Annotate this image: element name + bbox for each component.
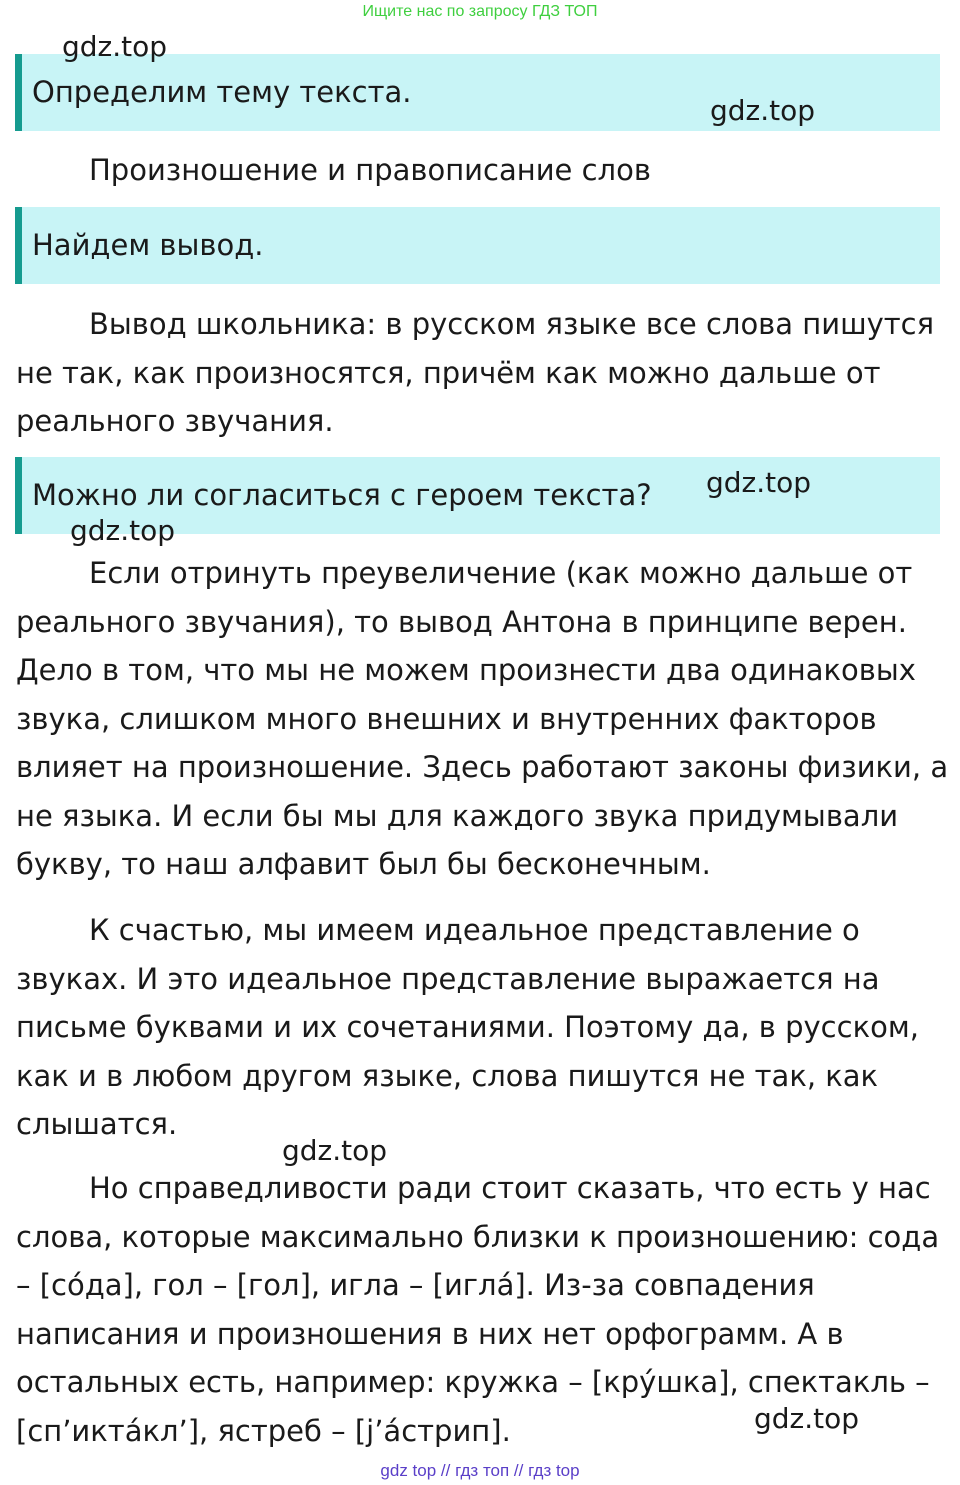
watermark: gdz.top	[754, 1402, 860, 1435]
conclusion-text: Вывод школьника: в русском языке все слова пишутся не так, как произносятся, причём как можно дальше от реального звучания.	[16, 307, 935, 438]
agree-heading: Можно ли согласиться с героем текста?	[32, 478, 652, 512]
watermark: gdz.top	[706, 466, 812, 499]
watermark: gdz.top	[710, 94, 816, 127]
topic-answer: Произношение и правописание слов	[89, 153, 651, 187]
topic-heading: Определим тему текста.	[32, 75, 412, 109]
watermark: gdz.top	[70, 514, 176, 547]
agree-paragraph-3: Но справедливости ради стоит сказать, что есть у нас слова, которые максимально близки к произношению: сода – [со́да], гол – [гол], игла – [игла́]. Из-за совпадения написания и произношения в них нет орфограмм. А в остальных есть, например: кружка – [кру́шка], спектакль – [сп’икта́кл’], ястреб – [j’а́стрип].	[16, 1171, 940, 1448]
agree-paragraph-1: Если отринуть преувеличение (как можно дальше от реального звучания), то вывод Антона в принципе верен. Дело в том, что мы не можем произнести два одинаковых звука, слишком много внешних и внутренних факторов влияет на произношение. Здесь работают законы физики, а не языка. И если бы мы для каждого звука придумывали букву, то наш алфавит был бы бесконечным.	[16, 556, 949, 881]
footer-links[interactable]: gdz top // гдз топ // гдз top	[380, 1461, 580, 1480]
watermark: gdz.top	[282, 1134, 388, 1167]
conclusion-heading: Найдем вывод.	[32, 228, 264, 262]
conclusion-question-box	[15, 207, 940, 284]
agree-paragraph-2: К счастью, мы имеем идеальное представление о звуках. И это идеальное представление выражается на письме буквами и их сочетаниями. Поэтому да, в русском, как и в любом другом языке, слова пишутся не так, как слышатся.	[16, 913, 919, 1141]
watermark: gdz.top	[62, 30, 168, 63]
top-banner[interactable]: Ищите нас по запросу ГДЗ ТОП	[362, 3, 598, 20]
